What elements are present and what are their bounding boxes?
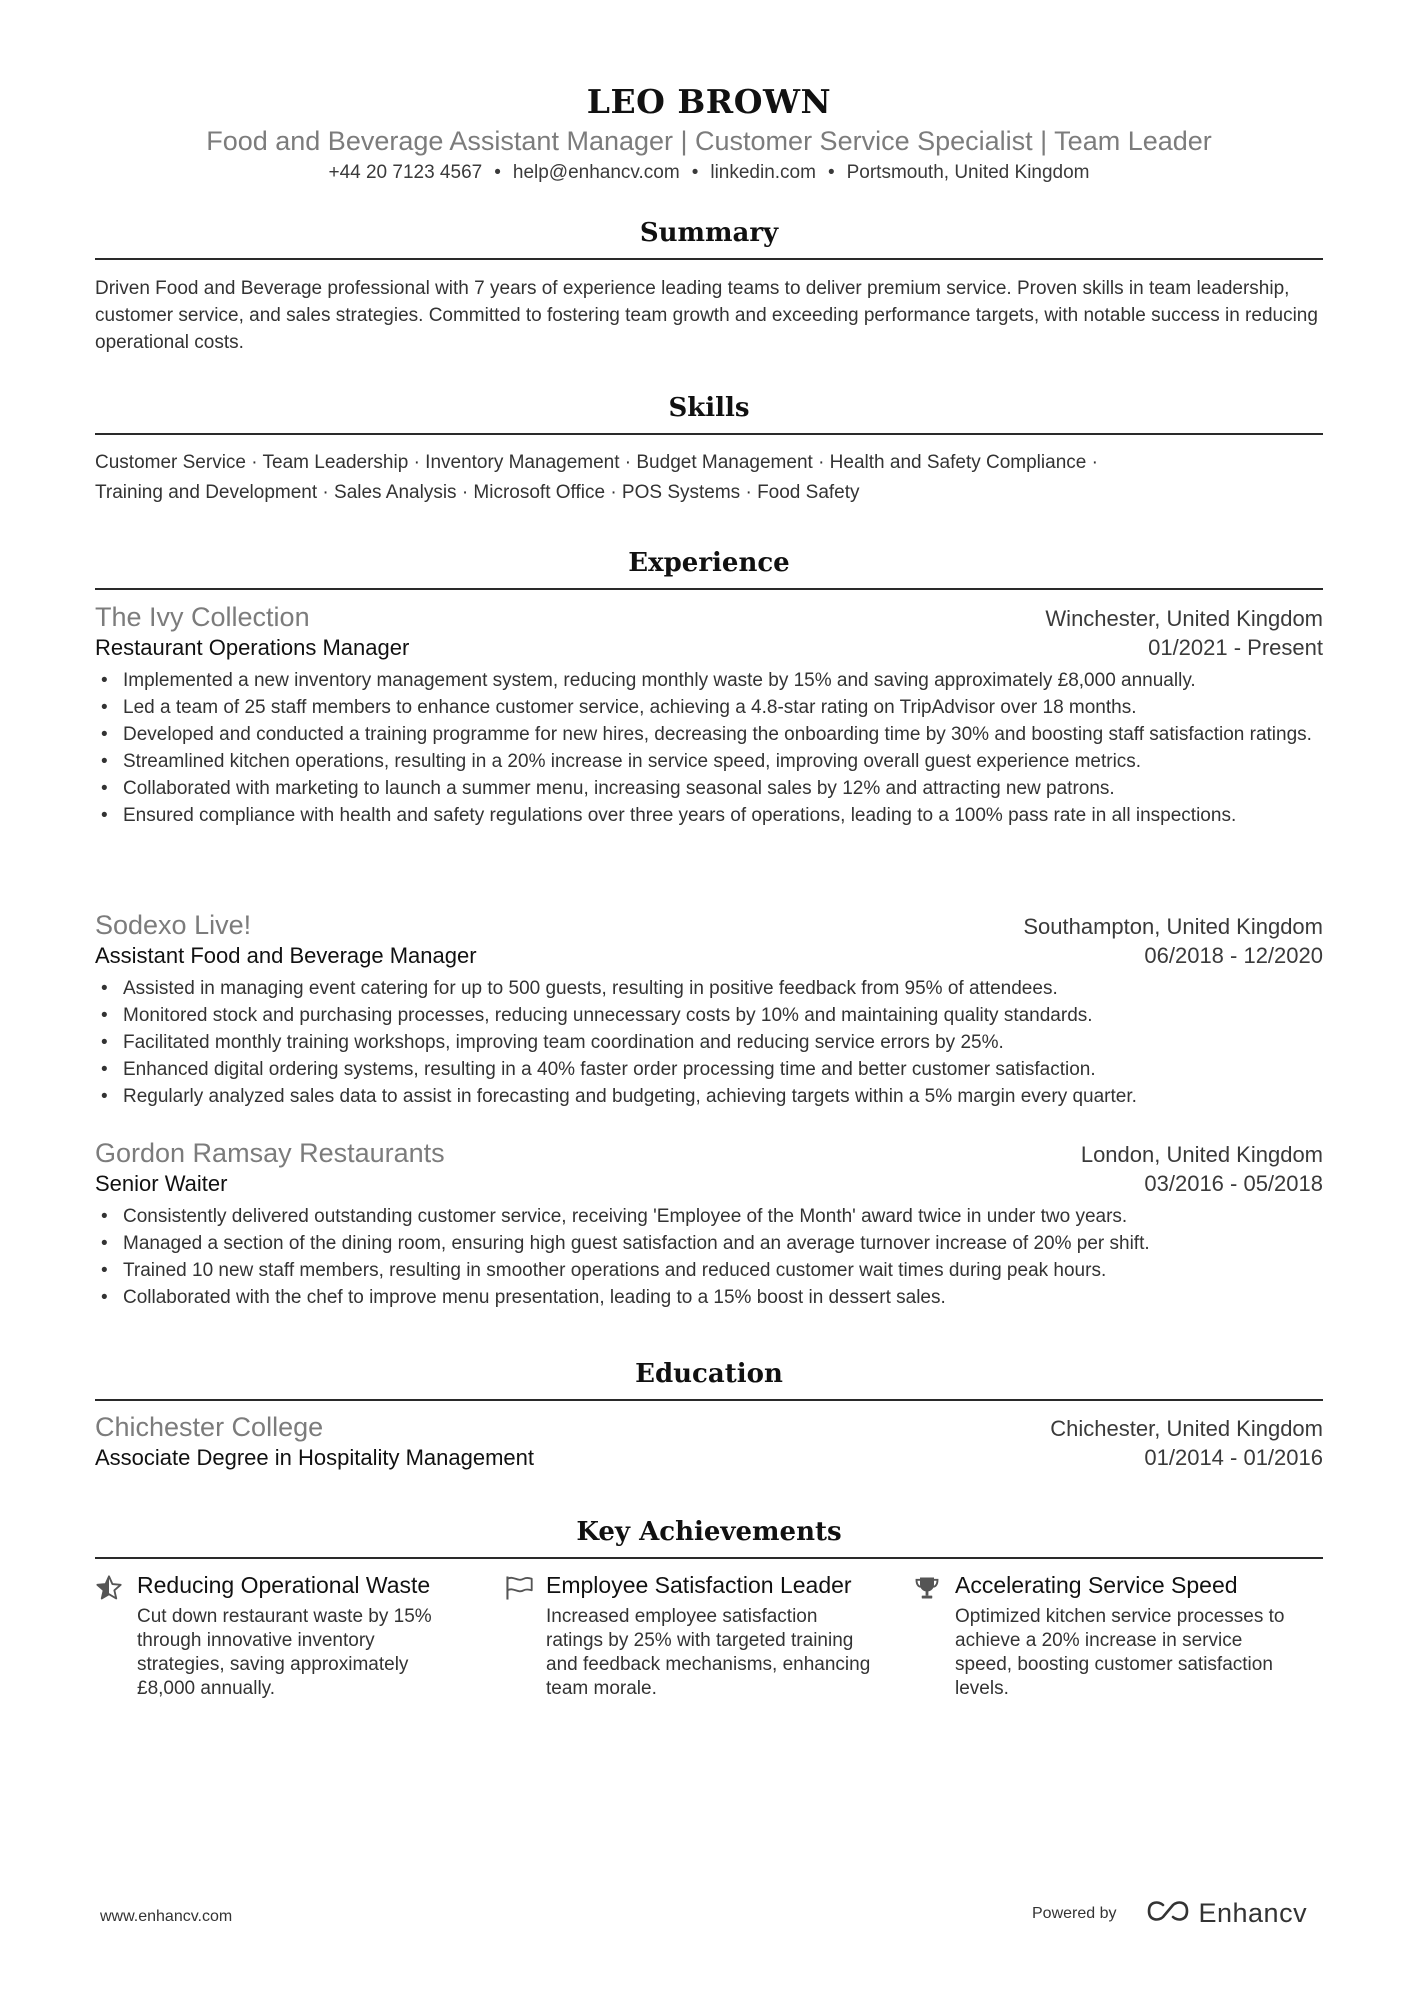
candidate-name: LEO BROWN: [586, 82, 832, 121]
job-title: Assistant Food and Beverage Manager: [95, 943, 477, 968]
trophy-icon: [913, 1572, 955, 1701]
location: Portsmouth, United Kingdom: [846, 162, 1090, 183]
school-location: Chichester, United Kingdom: [1050, 1416, 1323, 1441]
powered-by: [1032, 1898, 1307, 1929]
achievements-grid: [95, 1572, 1323, 1701]
contact-separator: •: [691, 162, 699, 183]
achievement-desc: Increased employee satisfaction ratings by 25% with targeted training and feedback mechanisms, enhancing team morale.: [546, 1606, 871, 1699]
achievement-item: [913, 1572, 1322, 1701]
achievement-title: Accelerating Service Speed: [955, 1572, 1238, 1598]
phone: +44 20 7123 4567: [328, 162, 483, 183]
job-title: Senior Waiter: [95, 1171, 228, 1196]
list-item: • Developed and conducted a training programme for new hires, decreasing the onboarding time by 30% and boosting staff satisfaction ratings.: [123, 721, 1323, 748]
school-name: Chichester College: [95, 1412, 324, 1442]
list-item: • Assisted in managing event catering for up to 500 guests, resulting in positive feedback from 95% of attendees.: [123, 975, 1323, 1002]
job-entry: [95, 1138, 1323, 1311]
list-item: • Led a team of 25 staff members to enhance customer service, achieving a 4.8-star rating on TripAdvisor over 18 months.: [123, 694, 1323, 721]
degree: Associate Degree in Hospitality Management: [95, 1445, 535, 1470]
job-dates: 06/2018 - 12/2020: [1144, 943, 1323, 968]
education-heading: Education: [95, 1359, 1323, 1401]
job-dates: 01/2021 - Present: [1148, 635, 1323, 660]
list-item: • Collaborated with marketing to launch a summer menu, increasing seasonal sales by 12% and attracting new patrons.: [123, 775, 1323, 802]
job-dates: 03/2016 - 05/2018: [1144, 1171, 1323, 1196]
list-item: • Regularly analyzed sales data to assist in forecasting and budgeting, achieving targets within a 5% margin every quarter.: [123, 1083, 1323, 1110]
enhancv-logo-icon: [1145, 1899, 1191, 1928]
skills-line: Training and Development · Sales Analysis · Microsoft Office · POS Systems · Food Safety: [95, 482, 860, 503]
list-item: • Monitored stock and purchasing processes, reducing unnecessary costs by 10% and maintaining quality standards.: [123, 1002, 1323, 1029]
list-item: • Trained 10 new staff members, resulting in smoother operations and reduced customer wait times during peak hours.: [123, 1257, 1323, 1284]
achievements-heading: Key Achievements: [95, 1517, 1323, 1559]
job-location: Southampton, United Kingdom: [1023, 914, 1323, 939]
job-entry: [95, 602, 1323, 829]
job-title: Restaurant Operations Manager: [95, 635, 410, 660]
job-location: London, United Kingdom: [1080, 1142, 1323, 1167]
list-item: • Implemented a new inventory management system, reducing monthly waste by 15% and saving approximately £8,000 annually.: [123, 667, 1323, 694]
email[interactable]: help@enhancv.com: [512, 162, 680, 183]
job-location: Winchester, United Kingdom: [1045, 606, 1323, 631]
contact-line: [95, 162, 1323, 184]
experience-heading: Experience: [95, 548, 1323, 590]
skills-list: [95, 448, 1323, 508]
company-name: Gordon Ramsay Restaurants: [95, 1138, 445, 1168]
list-item: • Facilitated monthly training workshops, improving team coordination and reducing service errors by 25%.: [123, 1029, 1323, 1056]
education-dates: 01/2014 - 01/2016: [1144, 1445, 1323, 1470]
contact-separator: •: [494, 162, 501, 183]
list-item: • Enhanced digital ordering systems, resulting in a 40% faster order processing time and better customer satisfaction.: [123, 1056, 1323, 1083]
company-name: The Ivy Collection: [95, 602, 310, 632]
achievement-desc: Cut down restaurant waste by 15% through innovative inventory strategies, saving approximately £8,000 annually.: [137, 1606, 432, 1699]
star-icon: [95, 1572, 137, 1701]
achievement-item: [504, 1572, 913, 1701]
job-bullets: [95, 975, 1323, 1110]
job-bullets: [95, 667, 1323, 829]
flag-icon: [504, 1572, 546, 1701]
website-link[interactable]: www.enhancv.com: [100, 1908, 233, 1925]
powered-by-label: Powered by: [1032, 1904, 1117, 1922]
achievement-title: Employee Satisfaction Leader: [546, 1572, 852, 1598]
achievement-desc: Optimized kitchen service processes to achieve a 20% increase in service speed, boosting customer satisfaction levels.: [955, 1606, 1285, 1699]
resume-page: [95, 0, 1323, 1995]
list-item: • Ensured compliance with health and safety regulations over three years of operations, leading to a 100% pass rate in all inspections.: [123, 802, 1323, 829]
job-entry: [95, 910, 1323, 1110]
company-name: Sodexo Live!: [95, 910, 252, 940]
education-entry: [95, 1412, 1323, 1471]
list-item: • Consistently delivered outstanding customer service, receiving 'Employee of the Month' award twice in under two years.: [123, 1203, 1323, 1230]
list-item: • Streamlined kitchen operations, resulting in a 20% increase in service speed, improving overall guest experience metrics.: [123, 748, 1323, 775]
summary-text: Driven Food and Beverage professional with 7 years of experience leading teams to deliver premium service. Proven skills in team leadership, customer service, and sales strategies. Committed to fostering team growth and exceeding performance targets, with notable success in reducing operational costs.: [95, 278, 1318, 353]
skills-line: Customer Service · Team Leadership · Inventory Management · Budget Management · Health and Safety Compliance ·: [95, 452, 1098, 473]
achievement-item: [95, 1572, 504, 1701]
list-item: • Managed a section of the dining room, ensuring high guest satisfaction and an average turnover increase of 20% per shift.: [123, 1230, 1323, 1257]
summary-heading: Summary: [95, 218, 1323, 260]
skills-heading: Skills: [95, 393, 1323, 435]
headline: Food and Beverage Assistant Manager | Customer Service Specialist | Team Leader: [206, 126, 1212, 156]
contact-separator: •: [827, 162, 835, 183]
brand-name: Enhancv: [1198, 1898, 1308, 1928]
job-bullets: [95, 1203, 1323, 1311]
achievement-title: Reducing Operational Waste: [137, 1572, 431, 1598]
linkedin-link[interactable]: linkedin.com: [710, 162, 816, 183]
list-item: • Collaborated with the chef to improve menu presentation, leading to a 15% boost in dessert sales.: [123, 1284, 1323, 1311]
